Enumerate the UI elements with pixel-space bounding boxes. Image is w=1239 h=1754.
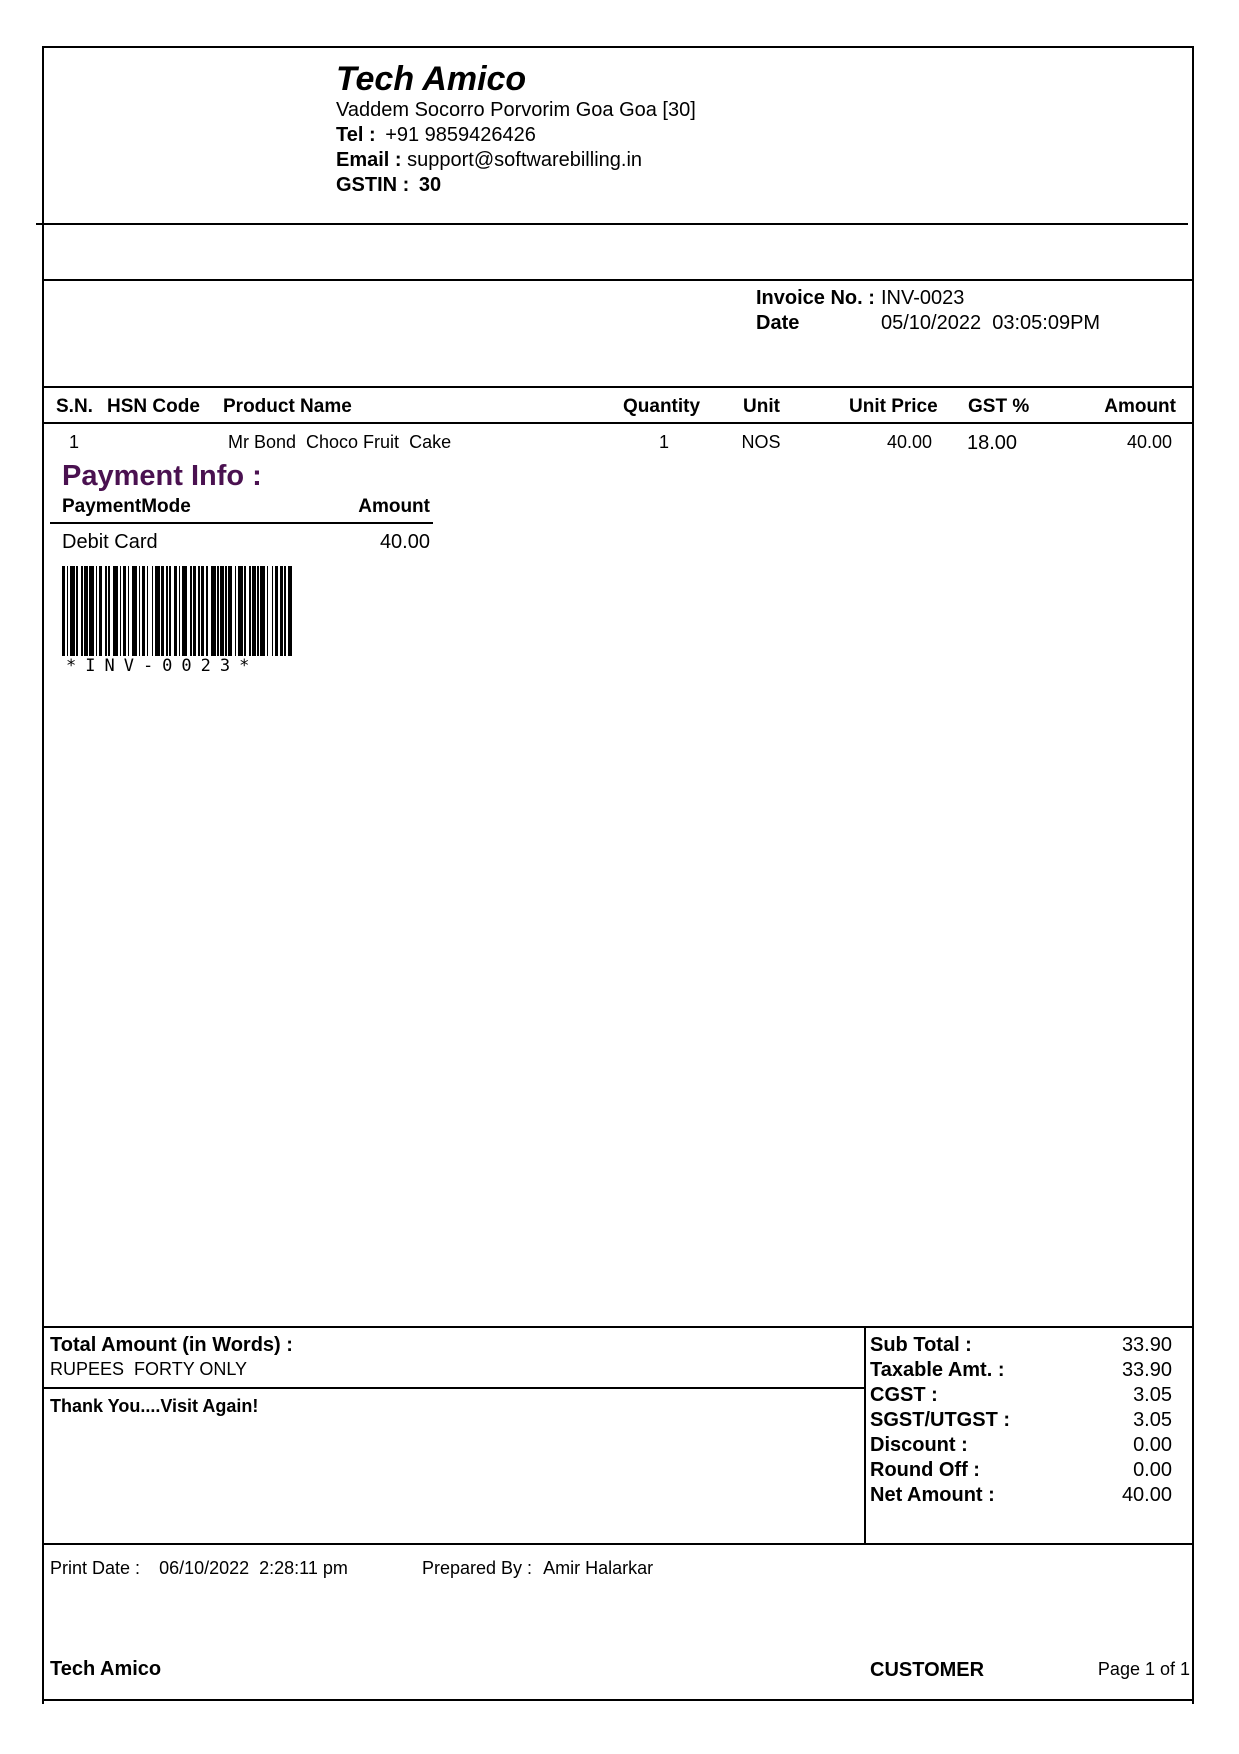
barcode-bar [161, 566, 164, 656]
barcode-bar [252, 566, 255, 656]
barcode-bar [272, 566, 274, 656]
barcode-bar [228, 566, 231, 656]
summary-divider [864, 1326, 866, 1543]
round-off-value: 0.00 [1133, 1459, 1172, 1481]
payment-info-title: Payment Info : [62, 460, 262, 492]
words-bottom-line [42, 1387, 864, 1389]
payment-header-line [50, 522, 433, 524]
col-quantity-header: Quantity [623, 396, 701, 417]
taxable-amount-value: 33.90 [1121, 1359, 1172, 1381]
table-header-top-line [42, 386, 1194, 388]
barcode-bar [99, 566, 102, 656]
info-top-line [42, 279, 1194, 281]
cgst-value: 3.05 [1133, 1384, 1172, 1406]
prepared-by-value: Amir Halarkar [543, 1558, 654, 1578]
barcode-bar [142, 566, 145, 656]
barcode-bar [113, 566, 118, 656]
barcode-bar [257, 566, 259, 656]
barcode-bar [174, 566, 177, 656]
sub-total-label: Sub Total : [870, 1334, 972, 1356]
cgst-label: CGST : [870, 1384, 938, 1406]
barcode-bar [235, 566, 237, 656]
barcode-bar [67, 566, 69, 656]
col-hsn-header: HSN Code [107, 396, 200, 417]
col-unit-header: Unit [743, 396, 780, 417]
net-amount-value: 40.00 [1121, 1484, 1172, 1506]
col-gst-header: GST % [968, 396, 1030, 417]
col-product-header: Product Name [223, 396, 352, 417]
frame-right-line [1192, 46, 1194, 1704]
barcode-bar [260, 566, 265, 656]
print-date-value: 06/10/2022 2:28:11 pm [159, 1558, 348, 1578]
barcode-bar [267, 566, 269, 656]
barcode-bar [70, 566, 75, 656]
col-unit-price-header: Unit Price [849, 396, 938, 417]
barcode-bar [84, 566, 87, 656]
print-date-label: Print Date : [50, 1558, 141, 1578]
email-label: Email : [336, 149, 402, 171]
payment-amount-header: Amount [358, 496, 430, 517]
barcode-bar [152, 566, 154, 656]
barcode-bar [128, 566, 130, 656]
summary-top-line [42, 1326, 1194, 1328]
gstin-value: 30 [418, 174, 442, 196]
invoice-no-value: INV-0023 [881, 287, 965, 309]
barcode-bar [179, 566, 181, 656]
row-unit: NOS [741, 432, 781, 452]
sub-total-value: 33.90 [1121, 1334, 1172, 1356]
barcode-bar [89, 566, 94, 656]
barcode-bar [132, 566, 137, 656]
payment-mode-value: Debit Card [62, 531, 158, 553]
row-amount: 40.00 [1126, 432, 1172, 452]
barcode-bar [220, 566, 223, 656]
barcode-bar [169, 566, 171, 656]
barcode-bar [198, 566, 200, 656]
print-date [50, 1558, 348, 1579]
barcode-bar [244, 566, 246, 656]
barcode-bar [182, 566, 187, 656]
email-value: support@softwarebilling.in [407, 149, 643, 171]
barcode-bar [288, 566, 293, 656]
frame-top-line [42, 46, 1194, 48]
page-number: Page 1 of 1 [1097, 1659, 1190, 1679]
words-label: Total Amount (in Words) : [50, 1334, 293, 1356]
row-product: Mr Bond Choco Fruit Cake [228, 432, 452, 452]
barcode-bar [190, 566, 192, 656]
tel-value: +91 9859426426 [385, 124, 536, 146]
barcode-bars [62, 566, 342, 656]
barcode-bar [147, 566, 149, 656]
prepared-by [422, 1558, 653, 1579]
invoice-no-label: Invoice No. : [756, 287, 875, 309]
footer-company-name: Tech Amico [50, 1658, 162, 1680]
barcode-text: *INV-0023* [66, 656, 259, 676]
discount-label: Discount : [870, 1434, 968, 1456]
sgst-label: SGST/UTGST : [870, 1409, 1010, 1431]
col-sn-header: S.N. [56, 396, 93, 417]
barcode-bar [238, 566, 243, 656]
words-value: RUPEES FORTY ONLY [50, 1359, 248, 1379]
table-header-bottom-line [42, 422, 1194, 424]
barcode-bar [139, 566, 141, 656]
barcode-bar [108, 566, 110, 656]
row-sn: 1 [68, 432, 79, 452]
company-email [336, 149, 642, 172]
barcode-bar [201, 566, 204, 656]
frame-bottom-line [42, 1699, 1194, 1701]
row-gst: 18.00 [967, 432, 1018, 454]
barcode-bar [123, 566, 126, 656]
company-gstin [336, 174, 441, 197]
payment-amount-value: 40.00 [379, 531, 430, 553]
invoice-date-label: Date [756, 312, 800, 334]
sgst-value: 3.05 [1133, 1409, 1172, 1431]
footer-top-line [42, 1543, 1194, 1545]
barcode-bar [166, 566, 168, 656]
barcode-bar [225, 566, 227, 656]
discount-value: 0.00 [1133, 1434, 1172, 1456]
copy-type: CUSTOMER [870, 1659, 985, 1681]
barcode-bar [155, 566, 160, 656]
round-off-label: Round Off : [870, 1459, 980, 1481]
company-tel [336, 124, 536, 147]
barcode-bar [217, 566, 219, 656]
prepared-by-label: Prepared By : [422, 1558, 533, 1578]
barcode-bar [284, 566, 286, 656]
gstin-label: GSTIN : [336, 174, 410, 196]
barcode-bar [211, 566, 216, 656]
barcode-bar [81, 566, 83, 656]
barcode-bar [249, 566, 251, 656]
payment-mode-header: PaymentMode [62, 496, 191, 517]
row-quantity: 1 [658, 432, 669, 452]
invoice-date-value: 05/10/2022 03:05:09PM [881, 312, 1101, 334]
barcode-bar [206, 566, 208, 656]
company-name: Tech Amico [336, 60, 527, 98]
barcode-bar [96, 566, 98, 656]
barcode-bar [275, 566, 278, 656]
barcode-bar [280, 566, 283, 656]
thanks-message: Thank You....Visit Again! [50, 1396, 259, 1416]
tel-label: Tel : [336, 124, 376, 146]
header-divider [36, 223, 1188, 225]
company-address: Vaddem Socorro Porvorim Goa Goa [30] [336, 99, 696, 121]
taxable-amount-label: Taxable Amt. : [870, 1359, 1005, 1381]
net-amount-label: Net Amount : [870, 1484, 995, 1506]
barcode-bar [76, 566, 78, 656]
barcode-bar [120, 566, 122, 656]
barcode-bar [62, 566, 65, 656]
barcode-bar [193, 566, 196, 656]
invoice-barcode [62, 566, 342, 658]
barcode-bar [105, 566, 107, 656]
frame-left-line [42, 46, 44, 1704]
row-unit-price: 40.00 [886, 432, 932, 452]
col-amount-header: Amount [1104, 396, 1176, 417]
